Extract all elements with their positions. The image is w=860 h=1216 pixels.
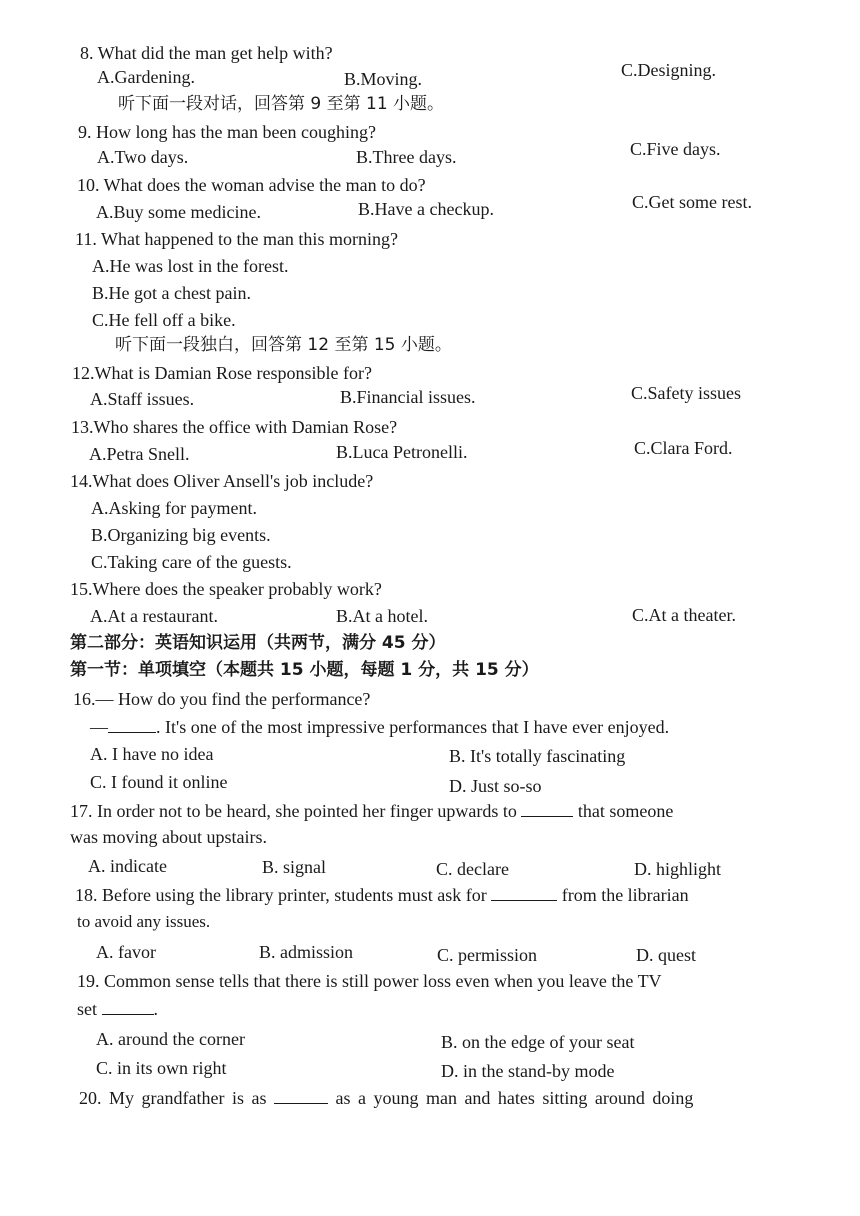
q19-text-before-blank: set [77, 999, 97, 1019]
q18-option-d: D. quest [636, 945, 696, 965]
q13-stem: 13.Who shares the office with Damian Rose? [71, 417, 398, 437]
part2-heading: 第二部分：英语知识运用（共两节，满分 45 分） [70, 633, 446, 653]
q19-option-b: B. on the edge of your seat [441, 1032, 635, 1052]
q18-option-b: B. admission [259, 942, 354, 962]
q15-option-b: B.At a hotel. [336, 606, 428, 626]
q16-blank [108, 716, 156, 733]
q18-option-a: A. favor [96, 942, 156, 962]
q14-stem: 14.What does Oliver Ansell's job include? [70, 471, 374, 491]
q19-option-d: D. in the stand-by mode [441, 1061, 615, 1081]
q19-option-c: C. in its own right [96, 1058, 227, 1078]
q19-option-a: A. around the corner [96, 1029, 245, 1049]
q19-period: . [153, 999, 158, 1019]
q16-response-text: . It's one of the most impressive performances that I have ever enjoyed. [156, 717, 670, 737]
q17-option-b: B. signal [262, 857, 327, 877]
q10-option-b: B.Have a checkup. [358, 199, 494, 219]
q18-option-c: C. permission [437, 945, 538, 965]
q17-option-c: C. declare [436, 859, 509, 879]
q9-stem: 9. How long has the man been coughing? [78, 122, 376, 142]
q17-blank [521, 800, 573, 817]
q12-stem: 12.What is Damian Rose responsible for? [72, 363, 372, 383]
q12-option-c: C.Safety issues [631, 383, 741, 403]
q20-blank [274, 1087, 328, 1104]
q8-option-a: A.Gardening. [97, 67, 195, 87]
q16-option-b: B. It's totally fascinating [449, 746, 626, 766]
q18-text-before-blank: 18. Before using the library printer, students must ask for [75, 885, 487, 905]
q20-text-before-blank: 20. My grandfather is as [79, 1088, 267, 1108]
q14-option-a: A.Asking for payment. [91, 498, 257, 518]
q10-option-c: C.Get some rest. [632, 192, 752, 212]
q17-text-before-blank: 17. In order not to be heard, she pointed her finger upwards to [70, 801, 517, 821]
q18-line1 [75, 884, 689, 906]
q14-option-c: C.Taking care of the guests. [91, 552, 292, 572]
q18-blank [491, 884, 557, 901]
q16-dash: — [90, 717, 108, 737]
section1-heading: 第一节：单项填空（本题共 15 小题，每题 1 分，共 15 分） [70, 660, 539, 680]
dialog-instruction: 听下面一段对话，回答第 9 至第 11 小题。 [118, 94, 445, 114]
q13-option-b: B.Luca Petronelli. [336, 442, 468, 462]
q8-option-b: B.Moving. [344, 69, 423, 89]
q13-option-a: A.Petra Snell. [89, 444, 190, 464]
q9-option-b: B.Three days. [356, 147, 457, 167]
q16-stem: 16.— How do you find the performance? [73, 689, 371, 709]
q11-option-b: B.He got a chest pain. [92, 283, 251, 303]
q17-text-after-blank: that someone [577, 801, 674, 821]
q8-option-c: C.Designing. [621, 60, 717, 80]
q19-line1: 19. Common sense tells that there is still power loss even when you leave the TV [77, 971, 662, 991]
q17-line1 [70, 800, 673, 822]
q11-option-a: A.He was lost in the forest. [92, 256, 289, 276]
q19-line2 [77, 998, 158, 1020]
q12-option-a: A.Staff issues. [90, 389, 195, 409]
q10-option-a: A.Buy some medicine. [96, 202, 261, 222]
q14-option-b: B.Organizing big events. [91, 525, 271, 545]
q15-option-a: A.At a restaurant. [90, 606, 218, 626]
q16-option-a: A. I have no idea [90, 744, 214, 764]
q17-option-d: D. highlight [634, 859, 722, 879]
q12-option-b: B.Financial issues. [340, 387, 476, 407]
q11-stem: 11. What happened to the man this morning? [75, 229, 398, 249]
q16-response-line [90, 716, 669, 738]
q17-option-a: A. indicate [88, 856, 167, 876]
q8-stem: 8. What did the man get help with? [80, 43, 333, 63]
q18-text-after-blank: from the librarian [561, 885, 689, 905]
q17-line2: was moving about upstairs. [70, 827, 267, 847]
q18-line2: to avoid any issues. [77, 912, 211, 931]
q20-line1 [79, 1087, 693, 1109]
q9-option-a: A.Two days. [97, 147, 189, 167]
q15-stem: 15.Where does the speaker probably work? [70, 579, 382, 599]
q10-stem: 10. What does the woman advise the man to do? [77, 175, 426, 195]
q16-option-c: C. I found it online [90, 772, 228, 792]
q11-option-c: C.He fell off a bike. [92, 310, 236, 330]
q15-option-c: C.At a theater. [632, 605, 736, 625]
q9-option-c: C.Five days. [630, 139, 721, 159]
q13-option-c: C.Clara Ford. [634, 438, 733, 458]
monolog-instruction: 听下面一段独白，回答第 12 至第 15 小题。 [115, 335, 452, 355]
q20-text-after-blank: as a young man and hates sitting around doing [335, 1088, 694, 1108]
q16-option-d: D. Just so-so [449, 776, 542, 796]
q19-blank [102, 998, 154, 1015]
